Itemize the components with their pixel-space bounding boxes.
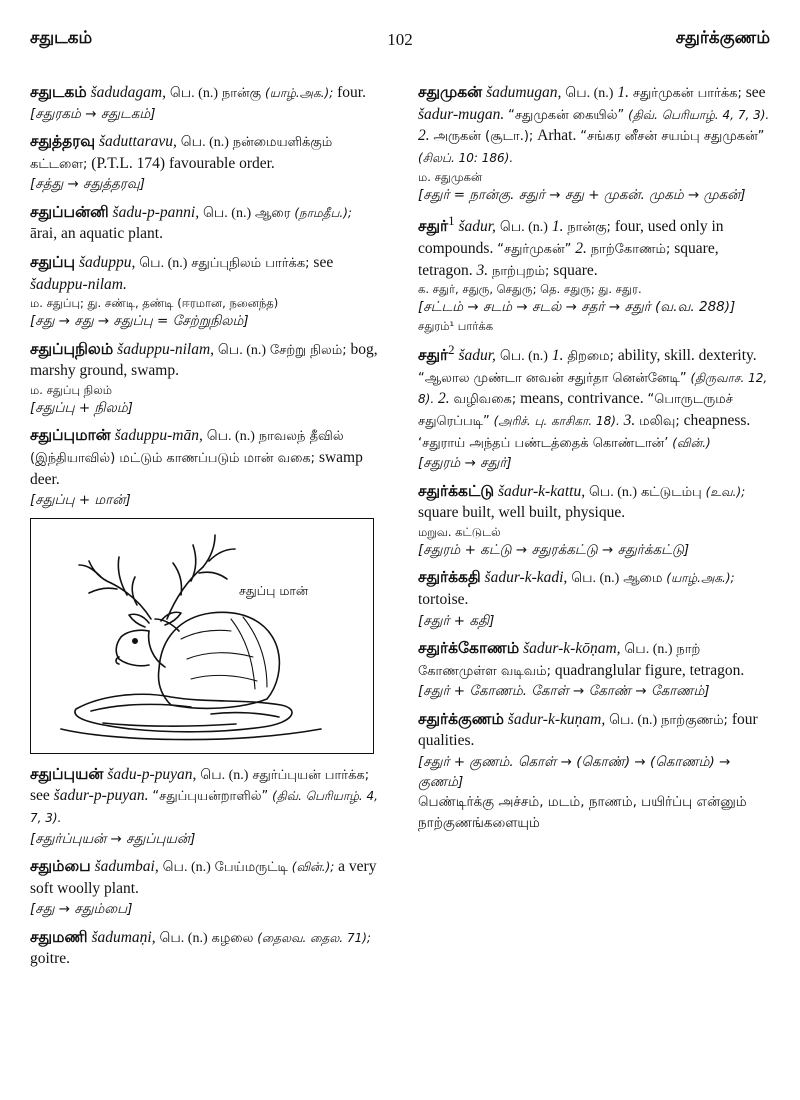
dictionary-entry [30, 927, 382, 970]
english-definition: swamp deer. [30, 449, 363, 488]
cognates: க. சதுர், சதுரு, செதுரு; தெ. சதுரு; து. சதுர. [418, 282, 642, 297]
english-definition: bog, marshy ground, swamp. [30, 340, 378, 380]
part-of-speech: பெ. (n.) [565, 86, 614, 101]
part-of-speech: பெ. (n.) [588, 484, 638, 500]
transliteration: šadur-k-kadi, [484, 569, 568, 587]
english-definition: means, contrivance. [520, 390, 644, 408]
english-definition: four qualities. [418, 710, 758, 750]
transliteration: šadudagam, [90, 84, 166, 101]
english-definition: square. [553, 261, 598, 279]
transliteration: šadu-p-puyan, [107, 765, 197, 783]
part-of-speech: பெ. (n.) [159, 930, 208, 946]
quotation: “பொருடருமச் சதுரெப்படி” [418, 392, 733, 429]
english-definition: four. [337, 84, 366, 101]
sense-number: 1. [551, 346, 564, 364]
headword: சதுத்தரவு [30, 131, 96, 150]
headword: சதுப்புமான் [30, 426, 111, 445]
citation: (வின்.); [291, 860, 335, 874]
explanatory-note: பெண்டிர்க்கு அச்சம், மடம், நாணம், பயிர்ப்பு என்னும் நாற்குணங்களையும் [418, 794, 747, 832]
quotation: “சதுர்முகன்” [497, 241, 572, 257]
etymology: [சட்டம் → சடம் → சடல் → சதர் → சதுர் (வ.வ. 288)] [418, 299, 736, 316]
part-of-speech: பெ. (n.) [139, 255, 188, 271]
dictionary-entry [30, 856, 382, 920]
cognates: ம. சதுப்பு நிலம் [30, 383, 112, 398]
left-column [30, 82, 382, 977]
homonym-number: 1 [448, 213, 455, 229]
part-of-speech: பெ. (n.) [571, 571, 620, 587]
dictionary-entry [30, 339, 382, 419]
tamil-definition: வழிவகை; [453, 392, 517, 408]
tamil-definition: மலிவு; [639, 413, 680, 429]
sense-number: 3. [623, 411, 636, 429]
headword: சதுர்க்கதி [418, 568, 481, 587]
etymology: [சதுர் + குணம். கொள் → (கொண்) → (கொணம்) → குணம்] [418, 753, 731, 791]
figure-caption: சதுப்பு மான் [239, 582, 309, 598]
transliteration: šaduppu-nilam, [117, 340, 215, 358]
etymology: [சதுரகம் → சதுடகம்] [30, 105, 156, 122]
quotation: “சங்கர னீசன் சயம்பு சதுமுகன்” [580, 129, 765, 145]
headword: சதுடகம் [30, 83, 87, 101]
header-right-guideword: சதுர்க்குணம் [675, 28, 770, 48]
quotation: ‘சதுராய் அந்தப் பண்டத்தைக் கொண்டான்’ [418, 435, 669, 451]
etymology: [சதுப்பு + மான்] [30, 492, 131, 509]
part-of-speech: பெ. (n.) [499, 220, 548, 236]
dictionary-entry [418, 212, 774, 334]
headword: சதுமுகன் [418, 83, 483, 101]
headword: சதுப்புநிலம் [30, 339, 114, 358]
transliteration: šadur-k-kattu, [498, 482, 586, 500]
english-definition: tortoise. [418, 591, 469, 608]
transliteration: šadumbai, [94, 858, 159, 875]
etymology: [சதுரம் + கட்டு → சதுரக்கட்டு → சதுர்க்கட்டு] [418, 542, 690, 559]
transliteration: šadur-k-kōṇam, [523, 639, 621, 657]
tamil-definition: நாற் கோணமுள்ள வடிவம்; [418, 641, 701, 679]
part-of-speech: பெ. (n.) [499, 348, 548, 364]
sense-number: 2. [418, 127, 430, 145]
etymology: [சதுர் + கோணம். கோள் → கோண் → கோணம்] [418, 683, 710, 700]
citation: (உவ.); [705, 484, 746, 499]
english-definition: Arhat. [537, 127, 577, 145]
swamp-deer-illustration [30, 518, 374, 754]
part-of-speech: பெ. (n.) [202, 205, 252, 221]
tamil-definition: அருகன் (சூடா.); [433, 129, 534, 145]
transliteration: šaduttaravu, [98, 132, 177, 150]
citation: (சிலப். 10: 186). [418, 151, 514, 166]
headword: சதுப்பன்னி [30, 202, 109, 221]
dictionary-entry [30, 425, 382, 510]
transliteration: šaduppu-mān, [114, 427, 203, 445]
etymology: [சதுர் + கதி] [418, 612, 495, 629]
page-header [30, 28, 770, 58]
cross-reference: šaduppu-nilam. [30, 275, 127, 293]
english-definition: favourable order. [168, 154, 275, 172]
dictionary-entry [418, 638, 774, 702]
tamil-definition: ஆரை [254, 205, 291, 221]
tamil-definition: கட்டுடம்பு [640, 484, 702, 500]
citation: (யாழ்.அக.); [264, 86, 334, 100]
tamil-definition: நாவலந் தீவில் (இந்தியாவில்) மட்டும் காணப்படும் மான் வகை; [30, 429, 344, 467]
english-definition: a very soft woolly plant. [30, 858, 377, 897]
sense-number: 2. [438, 390, 450, 408]
citation: (வின்.) [672, 435, 711, 450]
quotation: “ஆலால முண்டா னவன் சதுர்தா னென்னேடி” [418, 370, 687, 386]
tamil-definition: நாற்குணம்; [661, 712, 728, 728]
tamil-definition: ஆமை [623, 571, 663, 587]
english-definition: see [313, 253, 334, 271]
cognates: ம. சதுமுகன் [418, 169, 483, 184]
transliteration: šadu-p-panni, [112, 203, 200, 221]
headword: சதுர்க்கோணம் [418, 638, 520, 657]
reference: (P.T.L. 174) [91, 154, 166, 172]
part-of-speech: பெ. (n.) [217, 342, 267, 358]
sense-number: 3. [476, 261, 489, 279]
dictionary-entry [30, 764, 382, 849]
etymology: [சதுரம் → சதுர்] [418, 455, 512, 472]
tamil-definition: சதுப்புநிலம் பார்க்க; [191, 255, 310, 271]
part-of-speech: பெ. (n.) [162, 860, 211, 875]
tamil-definition: நாற்புறம்; [492, 263, 550, 279]
headword: சதுப்பு [30, 252, 76, 271]
page-number: 102 [387, 30, 413, 49]
part-of-speech: பெ. (n.) [180, 134, 229, 150]
right-column [418, 82, 774, 841]
citation: (நாமதீப.); [294, 205, 352, 220]
english-definition: ability, skill. dexterity. [617, 346, 757, 364]
tamil-definition: திறமை; [567, 348, 614, 364]
english-definition: goitre. [30, 950, 71, 968]
headword: சதுர்க்கட்டு [418, 481, 495, 500]
citation: (திவ். பெரியாழ். 4, 7, 3). [30, 789, 378, 826]
etymology: [சத்து → சதுத்தரவு] [30, 176, 146, 193]
etymology: [சதுர்ப்புயன் → சதுப்புயன்] [30, 830, 196, 847]
sense-number: 1. [551, 218, 564, 236]
transliteration: šadur-k-kuṇam, [507, 710, 606, 728]
tamil-definition: கழலை [211, 930, 254, 946]
etymology: [சதுர் = நான்கு. சதுர் → சது + முகன். முகம் → முகன்] [418, 186, 746, 203]
tamil-definition: பேய்மருட்டி [214, 860, 288, 875]
tamil-definition: சேற்று நிலம்; [269, 342, 347, 358]
dictionary-entry [30, 252, 382, 332]
cognates: ம. சதுப்பு; து. சண்டி, தண்டி (ஈரமான, நனைந்த) [30, 296, 279, 311]
dictionary-entry [418, 709, 774, 835]
english-definition: see [30, 787, 50, 805]
tamil-definition: சதுர்ப்புயன் பார்க்க; [252, 767, 370, 783]
citation: (அரிச். பு. காசிகா. 18). [493, 413, 620, 428]
cross-reference: šadur-mugan. [418, 105, 505, 123]
citation: (யாழ்.அக.); [666, 571, 735, 586]
synonyms: மறுவ. கட்டுடல் [418, 524, 501, 539]
see-also: சதுரம்¹ பார்க்க [418, 318, 494, 333]
deer-icon [31, 519, 372, 752]
english-definition: four, used only in compounds. [418, 218, 724, 257]
citation: (திருவாச. 12, 8). [418, 370, 768, 407]
dictionary-entry [30, 82, 382, 124]
sense-number: 2. [575, 239, 587, 257]
english-definition: ārai, an aquatic plant. [30, 225, 163, 243]
part-of-speech: பெ. (n.) [206, 429, 255, 445]
transliteration: šadumaṇi, [91, 928, 156, 946]
tamil-definition: நாற்கோணம்; [590, 241, 671, 257]
transliteration: šadumugan, [486, 84, 562, 101]
dictionary-entry [418, 341, 774, 474]
dictionary-entry [418, 567, 774, 631]
transliteration: šadur, [458, 346, 496, 364]
tamil-definition: நான்கு; [567, 220, 611, 236]
homonym-number: 2 [448, 341, 455, 357]
part-of-speech: பெ. (n.) [624, 641, 673, 657]
headword: சதும்பை [30, 857, 91, 875]
header-left-guideword: சதுடகம் [30, 28, 93, 48]
dictionary-entry [418, 481, 774, 561]
transliteration: šaduppu, [78, 253, 136, 271]
dictionary-entry [30, 131, 382, 195]
tamil-definition: நான்கு [221, 86, 262, 101]
etymology: [சது → சது → சதுப்பு = சேற்றுநிலம்] [30, 313, 249, 330]
english-definition: cheapness. [683, 411, 751, 429]
part-of-speech: பெ. (n.) [609, 712, 658, 728]
citation: (திவ். பெரியாழ். 4, 7, 3). [628, 107, 770, 122]
tamil-definition: நன்மையளிக்கும் கட்டளை; [30, 134, 333, 172]
etymology: [சது → சதும்பை] [30, 901, 133, 918]
headword: சதுர் [418, 217, 449, 236]
cross-reference: šadur-p-puyan. [53, 787, 149, 805]
english-definition: quadranglular figure, tetragon. [554, 661, 745, 679]
tamil-definition: சதுர்முகன் பார்க்க; [632, 86, 742, 101]
quotation: “சதுமுகன் கையில்” [508, 107, 625, 123]
citation: (தைலவ. தைல. 71); [257, 930, 371, 945]
quotation: “சதுப்புயன்றாளில்” [152, 789, 269, 805]
headword: சதுர்க்குணம் [418, 709, 504, 728]
headword: சதுமணி [30, 927, 88, 946]
headword: சதுர் [418, 345, 449, 364]
part-of-speech: பெ. (n.) [169, 86, 218, 101]
english-definition: square built, well built, physique. [418, 504, 626, 522]
english-definition: square, tetragon. [418, 239, 719, 279]
sense-number: 1. [617, 84, 629, 101]
transliteration: šadur, [458, 218, 496, 236]
english-definition: see [745, 84, 766, 101]
etymology: [சதுப்பு + நிலம்] [30, 400, 133, 417]
dictionary-entry [418, 82, 774, 205]
headword: சதுப்புயன் [30, 764, 104, 783]
dictionary-entry [30, 202, 382, 245]
part-of-speech: பெ. (n.) [200, 767, 249, 783]
